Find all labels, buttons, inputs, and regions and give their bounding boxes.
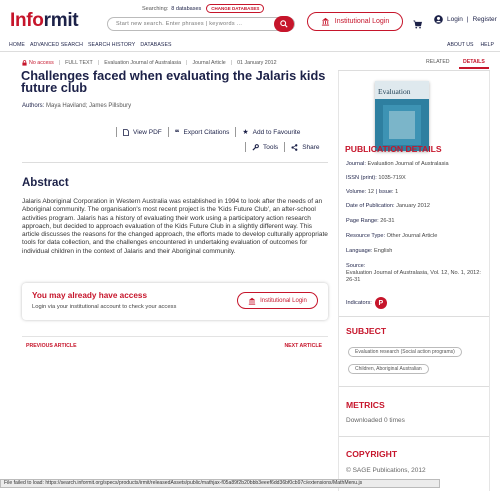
nav-advanced-search[interactable]: ADVANCED SEARCH bbox=[29, 42, 83, 48]
section-divider bbox=[339, 386, 489, 387]
subject-heading: SUBJECT bbox=[346, 326, 387, 336]
nav-about-us[interactable]: ABOUT US bbox=[447, 42, 474, 48]
nav-search-history[interactable]: SEARCH HISTORY bbox=[87, 42, 136, 48]
full-text-label: FULL TEXT bbox=[65, 60, 93, 66]
logo-part-rmit: rmit bbox=[43, 10, 79, 31]
field-source bbox=[346, 263, 486, 284]
institution-icon bbox=[321, 17, 330, 26]
article-type: Journal Article bbox=[192, 60, 226, 66]
field-value[interactable]: Evaluation Journal of Australasia bbox=[367, 161, 449, 167]
article-date: 01 January 2012 bbox=[237, 60, 277, 66]
authors bbox=[22, 103, 131, 109]
nav-help[interactable]: HELP bbox=[480, 42, 494, 48]
cart-button[interactable] bbox=[413, 16, 422, 34]
access-subtitle: Login via your institutional account to check your access bbox=[32, 304, 177, 310]
subject-chip[interactable]: Evaluation research (Social action programs) bbox=[348, 347, 462, 357]
article-title: Challenges faced when evaluating the Jalaris kids future club bbox=[21, 68, 326, 95]
article-actions-secondary bbox=[245, 142, 326, 152]
cart-icon bbox=[413, 20, 422, 29]
nav-databases[interactable]: DATABASES bbox=[140, 42, 172, 48]
access-institutional-login-button[interactable] bbox=[237, 292, 318, 309]
institution-icon bbox=[248, 297, 256, 305]
informit-logo[interactable] bbox=[10, 10, 78, 32]
metrics-heading: METRICS bbox=[346, 400, 385, 410]
export-citations-button[interactable] bbox=[168, 127, 236, 137]
mathjax-status-bar: File failed to load: https://search.informit.org/specs/products/irmit/releasedAssets/public/mathjax-f05a89f2b20bbb3eeef6dd36bf0cb97c/extensions/MathMenu.js bbox=[0, 479, 440, 488]
field-label: Language: bbox=[346, 248, 373, 254]
authors-list[interactable]: Maya Haviland; James Pillsbury bbox=[46, 103, 132, 109]
field-label: Page Range: bbox=[346, 218, 379, 224]
wrench-icon bbox=[252, 144, 259, 151]
no-access-badge bbox=[22, 60, 54, 66]
next-article-link[interactable]: NEXT ARTICLE bbox=[284, 343, 322, 349]
nav-left bbox=[9, 42, 172, 48]
cover-band-inner bbox=[389, 111, 415, 139]
peer-review-icon[interactable]: P bbox=[375, 297, 387, 309]
field-language bbox=[346, 248, 486, 255]
share-icon bbox=[291, 144, 298, 151]
cover-title: Evaluation bbox=[378, 87, 411, 96]
tab-related[interactable]: RELATED bbox=[426, 59, 450, 65]
field-date bbox=[346, 203, 486, 210]
export-citations-label: Export Citations bbox=[183, 128, 230, 136]
view-pdf-button[interactable] bbox=[116, 127, 168, 137]
article-meta bbox=[22, 60, 277, 66]
field-label: Source: bbox=[346, 263, 366, 269]
abstract-text: Jalaris Aboriginal Corporation in Western Australia was established in 1994 to look after the needs of an Aboriginal community. The organisation's most recent project is the 'Kids Future Club', an after-school activities program. Jalaris has a history of evaluating their work using a participatory action research approach, but decided to approach evaluation of the Kids Future Club in a slightly different way. This article discusses the reasons for the changed approach, the efforts made to develop culturally appropriate tools for data collection, and the challenges encountered in undertaking evaluation of outcomes for individual children in the context of Jalaris and their Aboriginal community. bbox=[22, 198, 328, 255]
share-label: Share bbox=[302, 143, 320, 151]
subject-chip[interactable]: Children, Aboriginal Australian bbox=[348, 364, 429, 374]
user-menu bbox=[434, 15, 497, 24]
field-volume-issue bbox=[346, 189, 486, 196]
article-actions bbox=[116, 127, 306, 137]
field-value[interactable]: 1 bbox=[395, 189, 399, 195]
field-value: 1035-719X bbox=[378, 175, 406, 181]
field-value: January 2012 bbox=[396, 203, 430, 209]
main-nav bbox=[0, 40, 500, 52]
field-label: Date of Publication: bbox=[346, 203, 395, 209]
meta-divider: | bbox=[58, 60, 61, 66]
pdf-icon bbox=[123, 129, 129, 136]
field-label: Issue: bbox=[378, 189, 394, 195]
divider bbox=[22, 162, 328, 163]
no-access-label: No access bbox=[29, 60, 54, 66]
field-value: Evaluation Journal of Australasia, Vol. 12, No. 1, 2012: 26-31 bbox=[346, 270, 481, 283]
sidebar-tabs bbox=[338, 59, 490, 69]
copyright-text: © SAGE Publications, 2012 bbox=[346, 467, 426, 474]
view-pdf-label: View PDF bbox=[133, 128, 162, 136]
field-label: Journal: bbox=[346, 161, 366, 167]
access-login-label: Institutional Login bbox=[260, 297, 307, 304]
field-label: Resource Type: bbox=[346, 233, 386, 239]
site-header bbox=[0, 0, 500, 40]
add-favourite-button[interactable] bbox=[235, 127, 306, 137]
search-button[interactable] bbox=[274, 16, 294, 32]
meta-divider: | bbox=[97, 60, 100, 66]
indicators-label: Indicators: bbox=[346, 300, 372, 306]
search-box bbox=[107, 17, 295, 31]
field-value: 26-31 bbox=[380, 218, 395, 224]
search-input[interactable] bbox=[116, 18, 276, 30]
search-icon bbox=[280, 20, 288, 28]
abstract-heading: Abstract bbox=[22, 177, 69, 189]
details-sidebar bbox=[338, 71, 490, 491]
active-tab-indicator bbox=[459, 67, 489, 69]
section-divider bbox=[339, 316, 489, 317]
institutional-login-label: Institutional Login bbox=[334, 18, 390, 25]
field-journal bbox=[346, 161, 486, 168]
section-divider bbox=[339, 436, 489, 437]
journal-link[interactable]: Evaluation Journal of Australasia bbox=[104, 60, 182, 66]
journal-cover-image bbox=[375, 81, 429, 151]
field-resource-type bbox=[346, 233, 486, 240]
login-link[interactable]: Login bbox=[447, 16, 463, 23]
change-databases-button[interactable]: CHANGE DATABASES bbox=[206, 4, 264, 13]
user-separator: | bbox=[466, 16, 469, 23]
nav-home[interactable]: HOME bbox=[9, 42, 25, 48]
field-value[interactable]: 12 bbox=[367, 189, 375, 195]
meta-divider: | bbox=[186, 60, 188, 66]
field-value: Other Journal Article bbox=[386, 233, 438, 239]
logo-part-info: Info bbox=[10, 10, 44, 31]
register-link[interactable]: Register bbox=[472, 16, 497, 23]
authors-label: Authors: bbox=[22, 103, 45, 109]
tools-label: Tools bbox=[263, 143, 279, 151]
field-label: ISSN (print): bbox=[346, 175, 377, 181]
tools-button[interactable] bbox=[245, 142, 284, 152]
article-pagination bbox=[22, 336, 328, 349]
databases-count: 8 databases bbox=[171, 5, 202, 12]
institutional-login-button[interactable] bbox=[307, 12, 403, 31]
indicators bbox=[346, 297, 387, 309]
lock-icon bbox=[22, 60, 27, 66]
publication-details-heading: PUBLICATION DETAILS bbox=[345, 144, 442, 154]
star-icon: ★ bbox=[242, 129, 249, 136]
add-favourite-label: Add to Favourite bbox=[252, 128, 301, 136]
searching-label: Searching: bbox=[142, 5, 169, 12]
copyright-heading: COPYRIGHT bbox=[346, 449, 398, 459]
field-issn bbox=[346, 175, 486, 182]
user-icon bbox=[434, 15, 443, 24]
field-separator: | bbox=[375, 189, 378, 195]
previous-article-link[interactable]: PREVIOUS ARTICLE bbox=[26, 343, 77, 349]
share-button[interactable] bbox=[284, 142, 325, 152]
metrics-downloads: Downloaded 0 times bbox=[346, 417, 405, 424]
quote-icon: ❝ bbox=[174, 127, 180, 137]
access-title: You may already have access bbox=[32, 291, 147, 300]
access-card bbox=[22, 283, 328, 320]
tab-details[interactable]: DETAILS bbox=[463, 59, 485, 65]
meta-divider: | bbox=[230, 60, 233, 66]
field-label: Volume: bbox=[346, 189, 367, 195]
searching-databases bbox=[142, 4, 264, 13]
field-value: English bbox=[374, 248, 393, 254]
nav-right bbox=[447, 42, 494, 48]
field-page-range bbox=[346, 218, 486, 225]
